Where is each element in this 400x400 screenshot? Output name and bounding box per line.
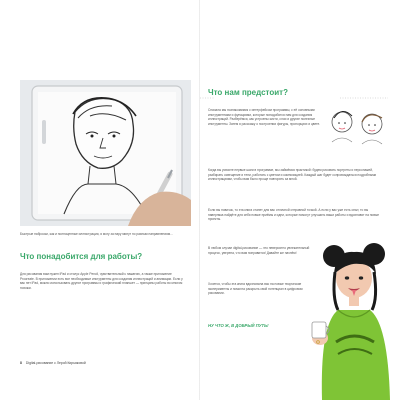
section-heading-tools: Что понадобится для работы? bbox=[20, 252, 143, 261]
section-heading-ahead: Что нам предстоит? bbox=[208, 88, 288, 97]
good-luck-slogan: НУ ЧТО Ж, В ДОБРЫЙ ПУТЬ! bbox=[208, 323, 269, 328]
page-footer bbox=[20, 361, 86, 365]
tablet-drawing-photo bbox=[20, 80, 191, 226]
dotted-divider-left bbox=[200, 96, 214, 100]
practice-paragraph: Когда вы усвоите первые шаги в программе, мы займёмся практикой: будем рисовать портреты и персонажей, разбирать освещение и тени, работать с цветом и композицией. Каждый шаг будет сопровождаться подробными иллюстрациями, чтобы вам было проще повторять за мной. bbox=[208, 168, 377, 182]
girl-character-illustration bbox=[308, 238, 400, 400]
intro-paragraph: Сначала мы познакомимся с интерфейсом программы, с её основными инструментами и функциями, которые понадобятся нам для создания иллюстраций. Разберёмся, как устроены кисти, слои и другие полезные инструменты. Затем я расскажу о построении фигуры, пропорциях и цвете. bbox=[208, 108, 321, 126]
tablet-drawing-illustration bbox=[20, 80, 191, 226]
photo-caption: Быстрые наброски, как и полноценные иллюстрации, я могу за пару минут по разным направлениям... bbox=[20, 232, 173, 236]
audience-paragraph: Если вы новичок, то эта книга станет для вас отличной отправной точкой. А если у вас уже есть опыт, то вы наверняка найдёте для себя новые приёмы и идеи, которые помогут улучшить ваши работы и вдохновят на новые проекты. bbox=[208, 208, 380, 222]
footer-text: Digital-рисование с Лерой Кирьяковой bbox=[25, 361, 86, 365]
right-page bbox=[200, 0, 400, 400]
enjoy-paragraph: В любом случае digital-рисование — это невероятно увлекательный процесс, уверена, что вам понравится! Давайте же начнём! bbox=[208, 246, 310, 255]
page-number: 8 bbox=[20, 361, 22, 365]
tools-body-text: Для рисования вам нужен iPad и стилус Apple Pencil, чувствительный к нажатию, а также приложение Procreate. В приложении есть все необходимые инструменты для создания иллюстраций и анимации. Если у вас нет iPad, можно использовать другие программы и графический планшет — принципы работы во многом похожи. bbox=[20, 272, 183, 290]
inspiration-paragraph: Хочется, чтобы эта книга вдохновила вас на новые творческие эксперименты и помогла раскрыть свой потенциал в цифровом рисовании. bbox=[208, 282, 303, 296]
sketch-faces-illustration bbox=[326, 100, 394, 150]
